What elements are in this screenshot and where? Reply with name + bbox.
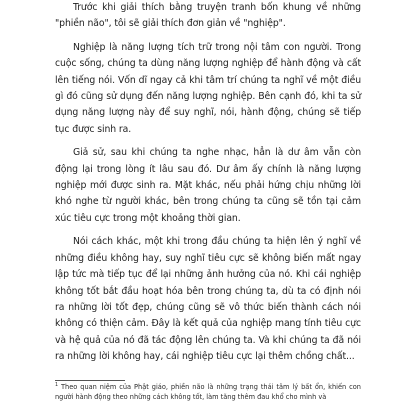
paragraph-intro: Trước khi giải thích bằng truyện tranh bốn khung về những "phiền não", tôi sẽ giải thích đơn giản về "nghiệp".: [55, 2, 361, 30]
footnote-marker: 1: [55, 383, 59, 388]
paragraph-negative-karma: Nói cách khác, một khi trong đầu chúng ta hiện lên ý nghĩ về những điều không hay, suy nghĩ tiêu cực sẽ không biến mất ngay lập tức mà tiếp tục để lại những ảnh hưởng của nó. Khi cái nghiệp không tốt bắt đầu hoạt hóa bên trong chúng ta, dù ta có định nói ra những lời tốt đẹp, chúng cũng sẽ vô thức biến thành cách nói không có thiện cảm. Đây là kết quả của nghiệp mang tính tiêu cực và hệ quả của nó đã tác động lên chúng ta. Và khi chúng ta đã nói ra những lời không hay, cái nghiệp tiêu cực lại thêm chồng chất...: [55, 236, 361, 363]
paragraph-music-example: Giả sử, sau khi chúng ta nghe nhạc, hẳn là dư âm vẫn còn động lại trong lòng ít lâu sau đó. Dư âm ấy chính là năng lượng nghiệp mới được sinh ra. Mặt khác, nếu phải hứng chịu những lời khó nghe từ người khác, bên trong chúng ta cũng sẽ tồn tại cảm xúc tiêu cực trong một khoảng thời gian.: [55, 147, 361, 224]
paragraph-karma-definition: Nghiệp là năng lượng tích trữ trong nội tâm con người. Trong cuộc sống, chúng ta dùng năng lượng nghiệp để hành động và cất lên tiếng nói. Vốn dĩ ngay cả khi tâm trí chúng ta nghĩ về một điều gì đó cũng sử dụng đến năng lượng nghiệp. Bên cạnh đó, khi ta sử dụng năng lượng này để suy nghĩ, nói, hành động, chúng sẽ tiếp tục được sinh ra.: [55, 41, 361, 135]
footnote-divider: [55, 380, 125, 381]
footnote-text: Theo quan niệm của Phật giáo, phiền não là những trạng thái tâm lý bất ổn, khiến con người hành động theo những cách không tốt, làm tăng thêm đau khổ cho mình và: [55, 383, 361, 401]
footnote: [55, 382, 361, 402]
body-text: [55, 0, 361, 366]
